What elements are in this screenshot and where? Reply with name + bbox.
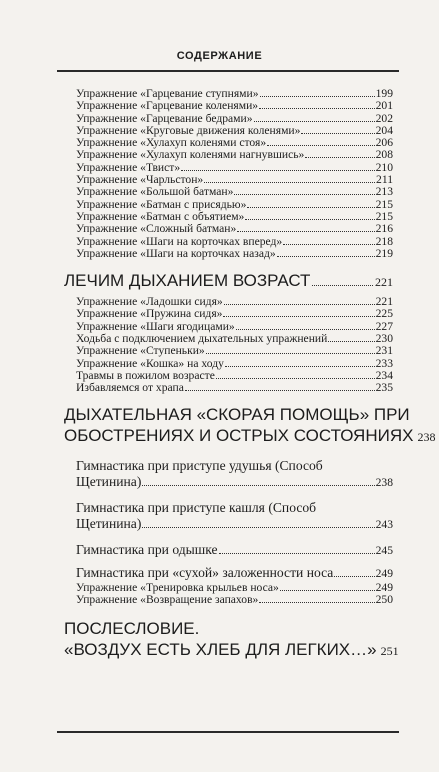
leader-dots (301, 133, 374, 134)
toc-group-nose-exercises (0, 582, 439, 607)
footer-rule (57, 731, 399, 733)
page-number: 210 (375, 160, 393, 174)
entry-title: Упражнение «Сложный батман» (76, 222, 237, 236)
section-title-line1: ДЫХАТЕЛЬНАЯ «СКОРАЯ ПОМОЩЬ» ПРИ (64, 404, 410, 424)
page-number: 225 (375, 307, 393, 321)
section-title-line2: ОБОСТРЕНИЯХ И ОСТРЫХ СОСТОЯНИЯХ (64, 425, 414, 445)
page-number: 219 (375, 246, 393, 260)
page-number: 243 (375, 517, 393, 531)
entry-title: Упражнение «Шаги на корточках назад» (76, 246, 276, 260)
leader-dots (245, 219, 374, 220)
entry-title: Упражнение «Круговые движения коленями» (76, 123, 301, 137)
leader-dots (283, 244, 374, 245)
toc-entry[interactable] (0, 382, 439, 394)
page-number: 204 (375, 123, 393, 137)
toc-entry[interactable] (0, 162, 439, 174)
section-title: ЛЕЧИМ ДЫХАНИЕМ ВОЗРАСТ (64, 271, 311, 291)
entry-title: Упражнение «Гарцевание коленями» (76, 99, 259, 113)
page-number: 201 (375, 99, 393, 113)
entry-title: Упражнение «Батман с объятием» (76, 209, 245, 223)
entry-title-line2: Щетинина) (76, 515, 142, 531)
leader-dots (185, 390, 375, 391)
toc-entry[interactable] (0, 308, 439, 320)
leader-dots (224, 304, 375, 305)
leader-dots (206, 353, 375, 354)
page-number: 206 (375, 136, 393, 150)
leader-dots (247, 207, 374, 208)
leader-dots (280, 590, 375, 591)
leader-dots (181, 170, 374, 171)
entry-title-line2: Щетинина) (76, 473, 142, 489)
leader-dots (259, 108, 375, 109)
leader-dots (237, 231, 374, 232)
toc-section-afterword[interactable] (0, 618, 439, 662)
leader-dots (305, 157, 374, 158)
page-number: 250 (375, 592, 393, 606)
toc-entry[interactable] (0, 223, 439, 235)
toc-entry[interactable] (0, 594, 439, 606)
entry-title: Избавляемся от храпа (76, 381, 184, 395)
page-number: 238 (417, 429, 436, 444)
page-number: 227 (375, 319, 393, 333)
page-number: 213 (375, 185, 393, 199)
entry-title: Упражнение «Тренировка крыльев носа» (76, 580, 279, 594)
toc-entry[interactable] (0, 582, 439, 594)
section-title-line2: «ВОЗДУХ ЕСТЬ ХЛЕБ ДЛЯ ЛЕГКИХ…» (64, 640, 377, 660)
toc-entry-gym-cough[interactable] (0, 500, 439, 533)
toc-entry[interactable] (0, 358, 439, 370)
leader-dots (267, 145, 374, 146)
entry-title: Упражнение «Возвращение запахов» (76, 592, 259, 606)
page-number: 231 (375, 344, 393, 358)
entry-title: Гимнастика при «сухой» заложенности носа (76, 564, 334, 580)
leader-dots (328, 341, 374, 342)
toc-section-breathing-age[interactable] (0, 270, 439, 293)
entry-title-line1: Гимнастика при приступе кашля (Способ (76, 499, 317, 515)
entry-title: Упражнение «Шаги на корточках вперед» (76, 234, 283, 248)
page-number: 245 (375, 543, 393, 557)
toc-entry[interactable] (0, 100, 439, 112)
toc-entry[interactable] (0, 236, 439, 248)
leader-dots (225, 366, 375, 367)
section-title-line1: ПОСЛЕСЛОВИЕ. (64, 619, 200, 639)
header-rule (57, 70, 399, 72)
leader-dots (142, 485, 374, 486)
page-number: 238 (375, 475, 393, 489)
page-number: 234 (375, 368, 393, 382)
page-number: 249 (375, 580, 393, 594)
entry-title: Упражнение «Хулахуп коленями нагнувшись» (76, 148, 305, 162)
entry-title: Упражнение «Шаги ягодицами» (76, 319, 235, 333)
page-number: 216 (375, 222, 393, 236)
toc-entry[interactable] (0, 186, 439, 198)
leader-dots (312, 285, 373, 286)
leader-dots (277, 256, 375, 257)
page-number: 249 (375, 566, 393, 580)
leader-dots (334, 576, 374, 577)
leader-dots (260, 96, 375, 97)
leader-dots (254, 121, 375, 122)
page-number: 215 (375, 197, 393, 211)
page-number: 230 (375, 332, 393, 346)
leader-dots (219, 553, 375, 554)
toc-entry[interactable] (0, 370, 439, 382)
page-number: 218 (375, 234, 393, 248)
entry-title: Гимнастика при одышке (76, 541, 218, 557)
page-number: 221 (375, 295, 393, 309)
entry-title: Упражнение «Чарльстон» (76, 173, 204, 187)
page-number: 202 (375, 111, 393, 125)
entry-title: Упражнение «Батман с присядью» (76, 197, 247, 211)
entry-title: Ходьба с подключением дыхательных упражнений (76, 332, 328, 346)
toc-entry[interactable] (0, 248, 439, 260)
leader-dots (216, 378, 375, 379)
leader-dots (236, 329, 375, 330)
page-number: 211 (376, 173, 393, 187)
toc-section-first-aid[interactable] (0, 404, 439, 448)
page-number: 221 (375, 275, 393, 290)
toc-entry[interactable] (0, 345, 439, 357)
toc-group-age-exercises (0, 296, 439, 394)
toc-entry-gym-suffocation[interactable] (0, 458, 439, 491)
entry-title-line1: Гимнастика при приступе удушья (Способ (76, 457, 323, 473)
page-number: 235 (375, 381, 393, 395)
page-number: 215 (375, 209, 393, 223)
page-number: 199 (375, 87, 393, 100)
leader-dots (259, 602, 374, 603)
toc-entry[interactable] (0, 333, 439, 345)
page-number: 251 (380, 644, 399, 659)
leader-dots (142, 527, 374, 528)
leader-dots (223, 316, 374, 317)
entry-title: Упражнение «Гарцевание бедрами» (76, 111, 253, 125)
page-number: 233 (375, 356, 393, 370)
toc-group-exercises (0, 88, 439, 260)
entry-title: Упражнение «Твист» (76, 160, 181, 174)
entry-title: Упражнение «Ладошки сидя» (76, 295, 223, 309)
toc-entry[interactable] (0, 149, 439, 161)
toc-entry-gym-nose[interactable] (0, 565, 439, 582)
entry-title: Упражнение «Большой батман» (76, 185, 234, 199)
toc-entry-gym-shortness[interactable] (0, 542, 439, 559)
entry-title: Травмы в пожилом возрасте (76, 368, 215, 382)
entry-title: Упражнение «Ступеньки» (76, 344, 205, 358)
leader-dots (234, 194, 374, 195)
table-of-contents (0, 88, 439, 662)
leader-dots (204, 182, 375, 183)
page-number: 208 (375, 148, 393, 162)
page-header: СОДЕРЖАНИЕ (176, 50, 263, 62)
entry-title: Упражнение «Хулахуп коленями стоя» (76, 136, 267, 150)
entry-title: Упражнение «Пружина сидя» (76, 307, 223, 321)
entry-title: Упражнение «Кошка» на ходу (76, 356, 224, 370)
entry-title: Упражнение «Гарцевание ступнями» (76, 87, 259, 100)
